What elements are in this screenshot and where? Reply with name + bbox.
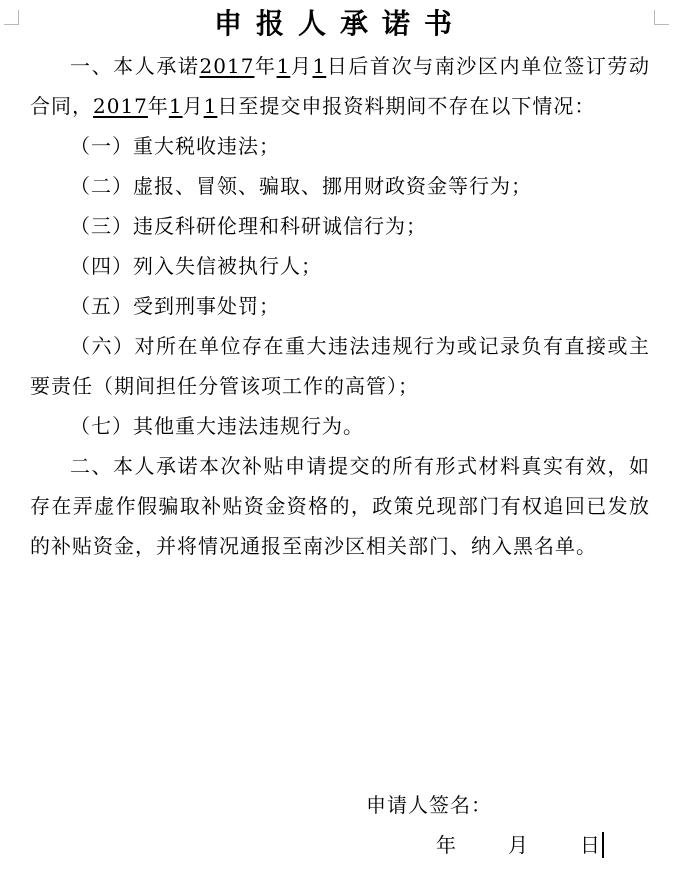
list-item-5: （五）受到刑事处罚；: [70, 294, 280, 318]
page-corner-mark-left: [4, 10, 19, 25]
text-cursor[interactable]: [602, 832, 604, 858]
p1-text-b: 年: [254, 54, 277, 78]
p1-month-2: 1: [168, 94, 183, 118]
p1-text-g: 日至提交申报资料期间不存在以下情况：: [217, 94, 596, 118]
list-item-3: （三）违反科研伦理和科研诚信行为；: [70, 214, 427, 238]
p1-day-2: 1: [203, 94, 218, 118]
list-item-4: （四）列入失信被执行人；: [70, 254, 322, 278]
page-corner-mark-right: [654, 10, 669, 25]
commitment-paragraph-1: [30, 46, 650, 126]
document-body: [30, 46, 650, 566]
signature-label: 申请人签名：: [366, 793, 492, 817]
list-item-2: （二）虚报、冒领、骗取、挪用财政资金等行为；: [70, 174, 532, 198]
p1-text-e: 年: [147, 94, 169, 118]
p1-day-1: 1: [312, 54, 327, 78]
document-title: 申报人承诺书: [213, 7, 466, 40]
p1-text-a: 一、本人承诺: [70, 54, 200, 78]
list-item-1: （一）重大税收违法；: [70, 134, 280, 158]
p1-text-d: 日后首次与南沙区内单位签订劳动合同，: [30, 54, 651, 118]
commitment-paragraph-2: 二、本人承诺本次补贴申请提交的所有形式材料真实有效，如存在弄虚作假骗取补贴资金资格的，政策兑现部门有权追回已发放的补贴资金，并将情况通报至南沙区相关部门、纳入黑名单。: [30, 454, 650, 558]
document-page: [30, 0, 650, 879]
signature-date-line: [436, 830, 604, 860]
list-item-7: （七）其他重大违法违规行为。: [70, 414, 364, 438]
p1-month-1: 1: [276, 54, 291, 78]
p1-year-1: 2017: [199, 54, 255, 78]
p1-year-2: 2017: [93, 94, 148, 118]
p1-text-c: 月: [290, 54, 313, 78]
list-item-6: （六）对所在单位存在重大违法违规行为或记录负有直接或主要责任（期间担任分管该项工作的高管）；: [30, 334, 650, 398]
date-year-label: 年: [436, 833, 456, 857]
p1-text-f: 月: [182, 94, 204, 118]
date-month-label: 月: [508, 833, 528, 857]
date-day-label: 日: [580, 833, 600, 857]
